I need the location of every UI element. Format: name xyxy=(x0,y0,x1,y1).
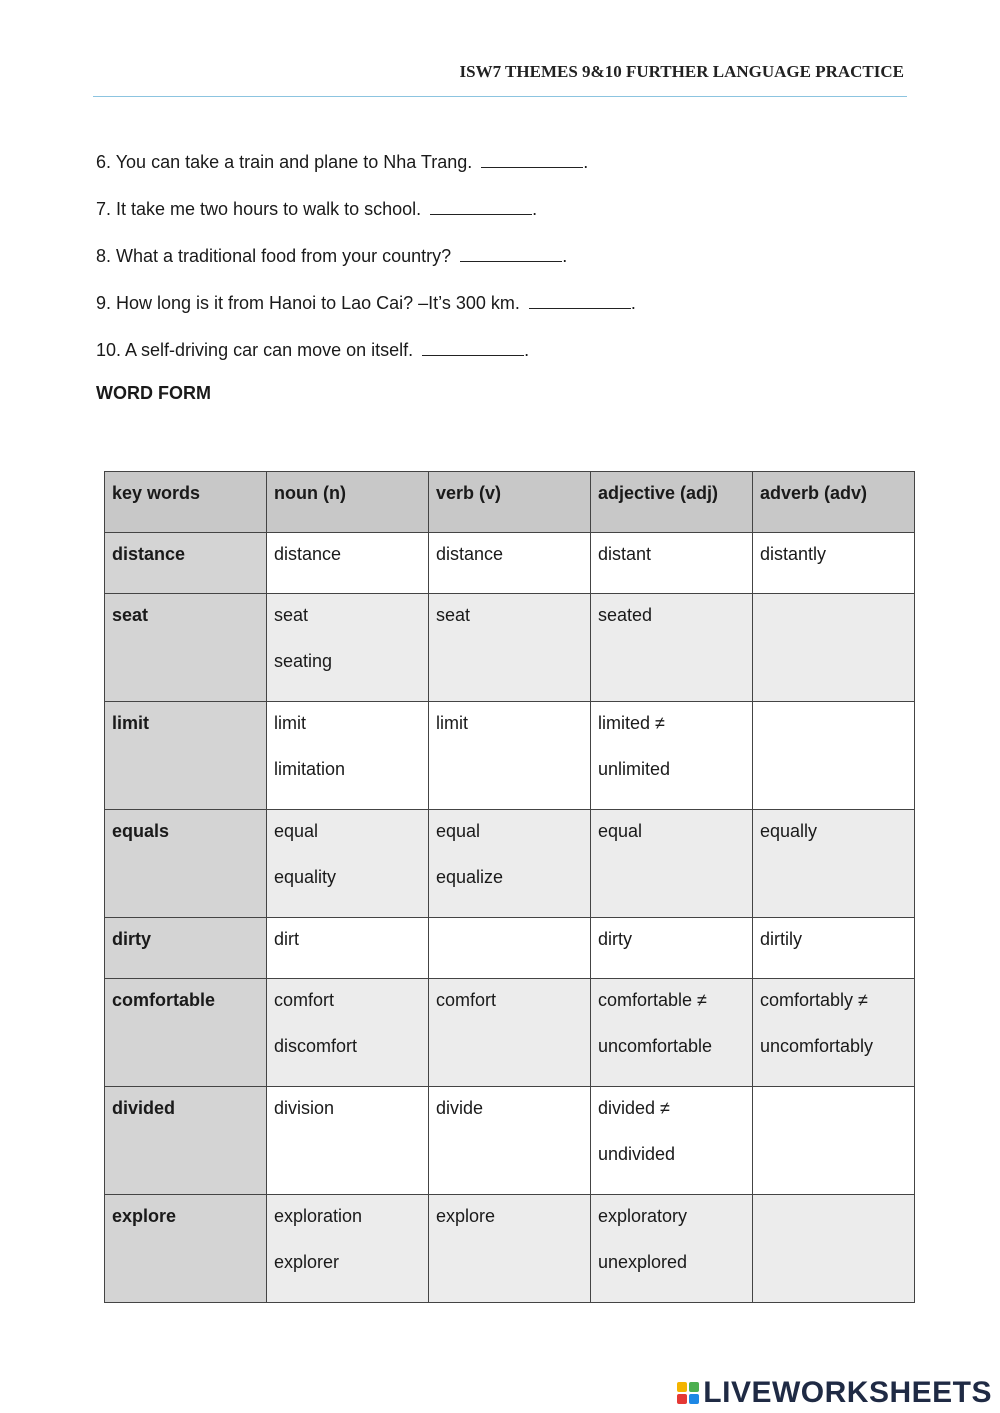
word-form-entry: discomfort xyxy=(274,1036,358,1056)
key-word-cell: dirty xyxy=(105,918,267,979)
word-form-cell-noun xyxy=(267,702,429,810)
word-form-entry: distance xyxy=(436,544,504,564)
column-header: adverb (adv) xyxy=(753,472,915,533)
word-form-entry: seating xyxy=(274,651,333,671)
word-form-entry: exploration xyxy=(274,1206,363,1226)
word-form-entry: unexplored xyxy=(598,1252,688,1272)
word-form-entry: distance xyxy=(274,544,342,564)
word-form-cell-verb xyxy=(429,1087,591,1195)
column-header: adjective (adj) xyxy=(591,472,753,533)
word-form-cell-adv xyxy=(753,594,915,702)
key-word-cell: explore xyxy=(105,1195,267,1303)
word-form-cell-verb xyxy=(429,918,591,979)
word-form-cell-adv xyxy=(753,979,915,1087)
word-form-cell-noun xyxy=(267,810,429,918)
logo-square xyxy=(689,1382,699,1392)
key-word-cell: equals xyxy=(105,810,267,918)
word-form-cell-adj xyxy=(591,810,753,918)
question-end: . xyxy=(562,246,568,266)
question-end: . xyxy=(630,293,636,313)
word-form-cell-verb xyxy=(429,1195,591,1303)
word-form-cell-adj xyxy=(591,918,753,979)
word-form-table xyxy=(104,471,915,1303)
table-row xyxy=(105,594,915,702)
question-item xyxy=(96,197,916,244)
key-word-cell: distance xyxy=(105,533,267,594)
question-item xyxy=(96,291,916,338)
key-word-cell: limit xyxy=(105,702,267,810)
word-form-entry: comfortably ≠ xyxy=(760,990,868,1010)
word-form-cell-adv xyxy=(753,533,915,594)
word-form-entry: explorer xyxy=(274,1252,340,1272)
word-form-entry: seat xyxy=(436,605,471,625)
word-form-entry: seated xyxy=(598,605,653,625)
word-form-entry: division xyxy=(274,1098,335,1118)
word-form-cell-noun xyxy=(267,594,429,702)
question-text: 9. How long is it from Hanoi to Lao Cai? –It’s 300 km. xyxy=(96,293,520,313)
question-text: 8. What a traditional food from your country? xyxy=(96,246,452,266)
key-word-cell: comfortable xyxy=(105,979,267,1087)
word-form-cell-noun xyxy=(267,918,429,979)
word-form-entry: equal xyxy=(598,821,643,841)
word-form-cell-adj xyxy=(591,594,753,702)
question-list xyxy=(96,150,916,385)
word-form-cell-noun xyxy=(267,979,429,1087)
logo-square xyxy=(677,1382,687,1392)
word-form-entry: dirtily xyxy=(760,929,803,949)
word-form-entry: limitation xyxy=(274,759,346,779)
logo-square xyxy=(689,1394,699,1404)
word-form-entry: dirt xyxy=(274,929,300,949)
word-form-entry: divide xyxy=(436,1098,484,1118)
word-form-entry: equal xyxy=(274,821,319,841)
word-form-cell-verb xyxy=(429,979,591,1087)
column-header: noun (n) xyxy=(267,472,429,533)
word-form-entry: comfort xyxy=(274,990,335,1010)
logo-square xyxy=(677,1394,687,1404)
word-form-entry: dirty xyxy=(598,929,633,949)
word-form-entry: equalize xyxy=(436,867,504,887)
question-item xyxy=(96,244,916,291)
logo-text: LIVEWORKSHEETS xyxy=(703,1376,992,1409)
word-form-entry: divided ≠ xyxy=(598,1098,670,1118)
word-form-entry: limit xyxy=(436,713,468,733)
table-row xyxy=(105,1195,915,1303)
question-end: . xyxy=(532,199,538,219)
word-form-entry: explore xyxy=(436,1206,496,1226)
word-form-cell-adj xyxy=(591,702,753,810)
question-end: . xyxy=(583,152,589,172)
key-word-cell: seat xyxy=(105,594,267,702)
word-form-entry: limit xyxy=(274,713,306,733)
word-form-entry: comfort xyxy=(436,990,497,1010)
word-form-cell-adj xyxy=(591,979,753,1087)
table-row xyxy=(105,1087,915,1195)
question-item xyxy=(96,150,916,197)
word-form-entry: exploratory xyxy=(598,1206,688,1226)
word-form-entry: comfortable ≠ xyxy=(598,990,707,1010)
answer-blank[interactable] xyxy=(460,245,562,262)
word-form-cell-verb xyxy=(429,594,591,702)
key-word-cell: divided xyxy=(105,1087,267,1195)
table-row xyxy=(105,979,915,1087)
logo-mark-icon xyxy=(677,1382,699,1404)
word-form-cell-adv xyxy=(753,702,915,810)
table-row xyxy=(105,810,915,918)
word-form-cell-noun xyxy=(267,1195,429,1303)
question-text: 10. A self-driving car can move on itself. xyxy=(96,340,414,360)
column-header: verb (v) xyxy=(429,472,591,533)
word-form-entry: limited ≠ xyxy=(598,713,665,733)
question-text: 6. You can take a train and plane to Nha Trang. xyxy=(96,152,473,172)
word-form-cell-noun xyxy=(267,533,429,594)
page-header-title: ISW7 THEMES 9&10 FURTHER LANGUAGE PRACTICE xyxy=(459,62,904,81)
answer-blank[interactable] xyxy=(481,151,583,168)
answer-blank[interactable] xyxy=(529,292,631,309)
word-form-entry: uncomfortably xyxy=(760,1036,874,1056)
liveworksheets-logo xyxy=(677,1376,992,1410)
word-form-cell-adj xyxy=(591,1195,753,1303)
word-form-entry: equally xyxy=(760,821,818,841)
answer-blank[interactable] xyxy=(430,198,532,215)
word-form-entry: equal xyxy=(436,821,481,841)
word-form-entry: undivided xyxy=(598,1144,676,1164)
word-form-cell-adv xyxy=(753,1087,915,1195)
table-row xyxy=(105,918,915,979)
word-form-cell-verb xyxy=(429,810,591,918)
word-form-entry: unlimited xyxy=(598,759,671,779)
word-form-cell-adv xyxy=(753,918,915,979)
word-form-cell-adj xyxy=(591,533,753,594)
question-text: 7. It take me two hours to walk to school. xyxy=(96,199,422,219)
word-form-cell-adj xyxy=(591,1087,753,1195)
section-heading: WORD FORM xyxy=(96,383,211,403)
question-end: . xyxy=(524,340,530,360)
word-form-entry: distantly xyxy=(760,544,827,564)
table-row xyxy=(105,702,915,810)
word-form-cell-verb xyxy=(429,533,591,594)
word-form-entry: seat xyxy=(274,605,309,625)
question-item xyxy=(96,338,916,385)
header-divider xyxy=(93,96,907,97)
word-form-cell-noun xyxy=(267,1087,429,1195)
answer-blank[interactable] xyxy=(422,339,524,356)
word-form-cell-adv xyxy=(753,810,915,918)
word-form-cell-adv xyxy=(753,1195,915,1303)
word-form-entry: equality xyxy=(274,867,337,887)
word-form-entry: distant xyxy=(598,544,652,564)
table-row xyxy=(105,533,915,594)
word-form-entry: uncomfortable xyxy=(598,1036,713,1056)
table-header-row xyxy=(105,472,915,533)
word-form-cell-verb xyxy=(429,702,591,810)
column-header: key words xyxy=(105,472,267,533)
